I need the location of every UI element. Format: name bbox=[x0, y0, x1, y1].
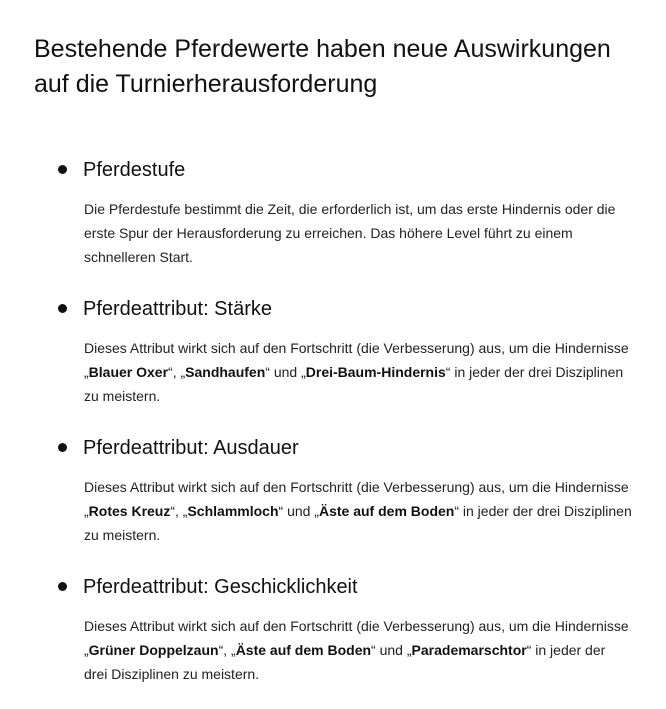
body-connector: und bbox=[379, 642, 403, 658]
body-connector: und bbox=[273, 364, 298, 380]
obstacle-name: Parademarschtor bbox=[411, 642, 527, 658]
section-body: Dieses Attribut wirkt sich auf den Fortschritt (die Verbesserung) aus, um die Hindernisse „Blauer Oxer“, „Sandhaufen“ und „Drei-Baum-Hindernis“ in jeder der drei Disziplinen zu meistern. bbox=[84, 340, 629, 404]
section-body: Dieses Attribut wirkt sich auf den Fortschritt (die Verbesserung) aus, um die Hindernisse „Rotes Kreuz“, „Schlammloch“ und „Äste auf dem Boden“ in jeder der drei Disziplinen zu meistern. bbox=[84, 479, 632, 543]
obstacle-name: Schlammloch bbox=[187, 503, 279, 519]
section-header bbox=[56, 433, 636, 463]
body-outro: “ in jeder der drei Disziplinen zu meistern. bbox=[84, 642, 606, 682]
obstacle-name: Blauer Oxer bbox=[88, 364, 169, 380]
section-header bbox=[56, 155, 636, 185]
section-heading: Pferdeattribut: Stärke bbox=[83, 298, 272, 320]
body-outro: “ in jeder der drei Disziplinen zu meistern. bbox=[84, 364, 624, 404]
obstacle-name: Äste auf dem Boden bbox=[235, 642, 372, 658]
page-title: Bestehende Pferdewerte haben neue Auswirkungen auf die Turnierherausforderung bbox=[34, 35, 611, 98]
section-heading: Pferdestufe bbox=[83, 159, 186, 181]
section-heading: Pferdeattribut: Geschicklichkeit bbox=[83, 576, 358, 598]
bullet-icon bbox=[58, 165, 67, 174]
body-intro: Dieses Attribut wirkt sich auf den Fortschritt (die Verbesserung) aus, um die Hindernisse „ bbox=[84, 479, 629, 519]
bullet-icon bbox=[58, 443, 67, 452]
section-header bbox=[56, 294, 636, 324]
body-connector: und bbox=[287, 503, 311, 519]
body-outro: “ in jeder der drei Disziplinen zu meistern. bbox=[84, 503, 632, 543]
obstacle-name: Grüner Doppelzaun bbox=[88, 642, 219, 658]
bullet-icon bbox=[58, 304, 67, 313]
bullet-icon bbox=[58, 582, 67, 591]
section-geschicklichkeit bbox=[56, 572, 636, 686]
body-intro: Dieses Attribut wirkt sich auf den Fortschritt (die Verbesserung) aus, um die Hindernisse „ bbox=[84, 340, 629, 380]
section-ausdauer bbox=[56, 433, 636, 547]
section-header bbox=[56, 572, 636, 602]
obstacle-name: Drei-Baum-Hindernis bbox=[305, 364, 446, 380]
obstacle-name: Rotes Kreuz bbox=[88, 503, 171, 519]
obstacle-name: Sandhaufen bbox=[185, 364, 266, 380]
section-staerke bbox=[56, 294, 636, 408]
body-intro: Dieses Attribut wirkt sich auf den Fortschritt (die Verbesserung) aus, um die Hindernisse „ bbox=[84, 618, 629, 658]
section-heading: Pferdeattribut: Ausdauer bbox=[83, 437, 299, 459]
section-pferdestufe bbox=[56, 155, 636, 269]
section-body: Dieses Attribut wirkt sich auf den Fortschritt (die Verbesserung) aus, um die Hindernisse „Grüner Doppelzaun“, „Äste auf dem Boden“ und „Parademarschtor“ in jeder der drei Disziplinen zu meistern. bbox=[84, 618, 629, 682]
section-body: Die Pferdestufe bestimmt die Zeit, die erforderlich ist, um das erste Hindernis oder die erste Spur der Herausforderung zu erreichen. Das höhere Level führt zu einem schnelleren Start. bbox=[84, 201, 616, 265]
obstacle-name: Äste auf dem Boden bbox=[318, 503, 455, 519]
